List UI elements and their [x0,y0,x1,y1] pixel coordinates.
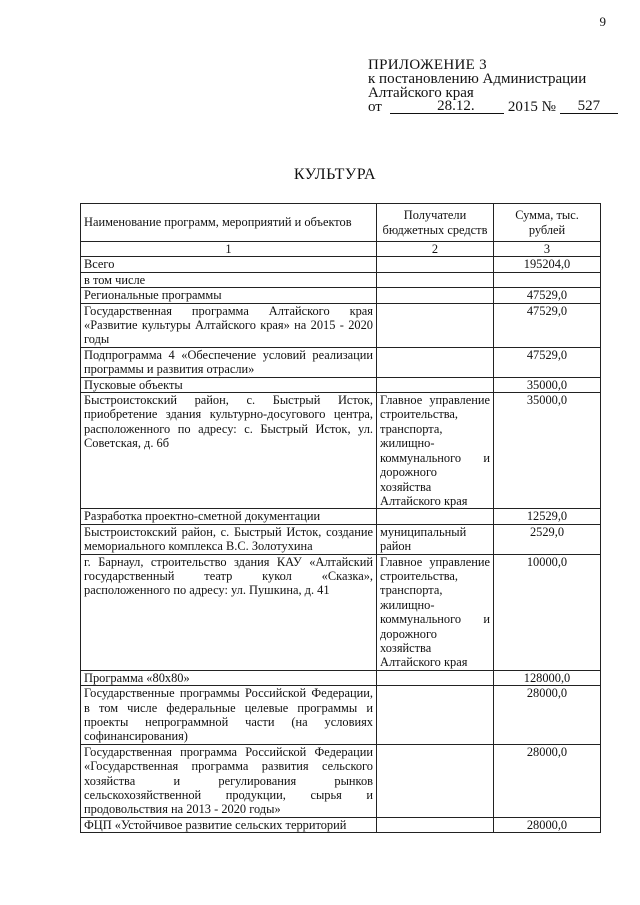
table-row [81,393,601,509]
row-amount: 47529,0 [494,303,601,347]
row-name: Подпрограмма 4 «Обеспечение условий реализации программы и развития отрасли» [81,347,377,377]
appendix-from-label: от [368,99,382,115]
table-row [81,288,601,303]
row-recipient: Главное управление строительства, транспорта, жилищно-коммунального и дорожного хозяйства Алтайского края [377,393,494,509]
row-amount: 2529,0 [494,524,601,554]
row-name: Быстроистокский район, с. Быстрый Исток, создание мемориального комплекса В.С. Золотухина [81,524,377,554]
row-recipient [377,670,494,685]
row-recipient: муниципальный район [377,524,494,554]
row-name: Всего [81,257,377,272]
row-name: Пусковые объекты [81,377,377,392]
table-row [81,272,601,287]
row-recipient [377,288,494,303]
column-number: 1 [81,242,377,257]
row-name: Быстроистокский район, с. Быстрый Исток, приобретение здания культурно-досугового центра, расположенного по адресу: с. Быстрый Исток, ул. Советская, д. 6б [81,393,377,509]
table-row [81,554,601,670]
row-recipient [377,744,494,817]
column-number: 3 [494,242,601,257]
row-amount: 47529,0 [494,347,601,377]
row-amount: 12529,0 [494,509,601,524]
row-name: Разработка проектно-сметной документации [81,509,377,524]
table-row [81,744,601,817]
appendix-block [368,58,618,114]
column-header-recipient: Получатели бюджетных средств [377,204,494,242]
row-amount: 28000,0 [494,817,601,832]
row-amount: 28000,0 [494,686,601,745]
column-header-amount: Сумма, тыс. рублей [494,204,601,242]
table-row [81,524,601,554]
section-heading: КУЛЬТУРА [293,166,377,183]
row-recipient [377,347,494,377]
page-number: 9 [599,14,606,29]
row-amount: 128000,0 [494,670,601,685]
table-row [81,303,601,347]
budget-table [80,203,601,833]
row-recipient [377,303,494,347]
appendix-number: 527 [560,100,618,114]
row-amount: 195204,0 [494,257,601,272]
table-row [81,377,601,392]
table-row [81,686,601,745]
appendix-authority-line: Алтайского края [368,85,474,101]
column-header-name: Наименование программ, мероприятий и объектов [81,204,377,242]
column-number: 2 [377,242,494,257]
row-name: Государственная программа Российской Федерации «Государственная программа развития сельского хозяйства и регулирования рынков сельскохозяйственной продукции, сырья и продовольствия на 2013 - 2020 годы» [81,744,377,817]
appendix-signature-line [368,100,618,114]
row-name: г. Барнаул, строительство здания КАУ «Алтайский государственный театр кукол «Сказка», расположенного по адресу: ул. Пушкина, д. 41 [81,554,377,670]
table-row [81,670,601,685]
row-recipient: Главное управление строительства, транспорта, жилищно-коммунального и дорожного хозяйства Алтайского края [377,554,494,670]
row-recipient [377,509,494,524]
row-name: Государственные программы Российской Федерации, в том числе федеральные целевые программы и проекты непрограммной части (на условиях софинансирования) [81,686,377,745]
column-number-row [81,242,601,257]
row-amount: 47529,0 [494,288,601,303]
row-recipient [377,817,494,832]
row-amount: 28000,0 [494,744,601,817]
row-recipient [377,257,494,272]
row-amount: 35000,0 [494,393,601,509]
table-row [81,257,601,272]
row-recipient [377,377,494,392]
row-recipient [377,272,494,287]
row-name: Региональные программы [81,288,377,303]
row-name: Программа «80х80» [81,670,377,685]
appendix-decree-line: к постановлению Администрации [368,71,587,87]
row-recipient [377,686,494,745]
row-name: ФЦП «Устойчивое развитие сельских территорий [81,817,377,832]
row-amount: 35000,0 [494,377,601,392]
appendix-title: ПРИЛОЖЕНИЕ 3 [368,57,487,73]
table-row [81,817,601,832]
row-name: в том числе [81,272,377,287]
row-amount [494,272,601,287]
row-amount: 10000,0 [494,554,601,670]
appendix-year: 2015 № [507,99,556,115]
table-row [81,509,601,524]
table-header-row [81,204,601,242]
appendix-date: 28.12. [390,100,504,114]
table-row [81,347,601,377]
row-name: Государственная программа Алтайского края «Развитие культуры Алтайского края» на 2015 - 2020 годы [81,303,377,347]
